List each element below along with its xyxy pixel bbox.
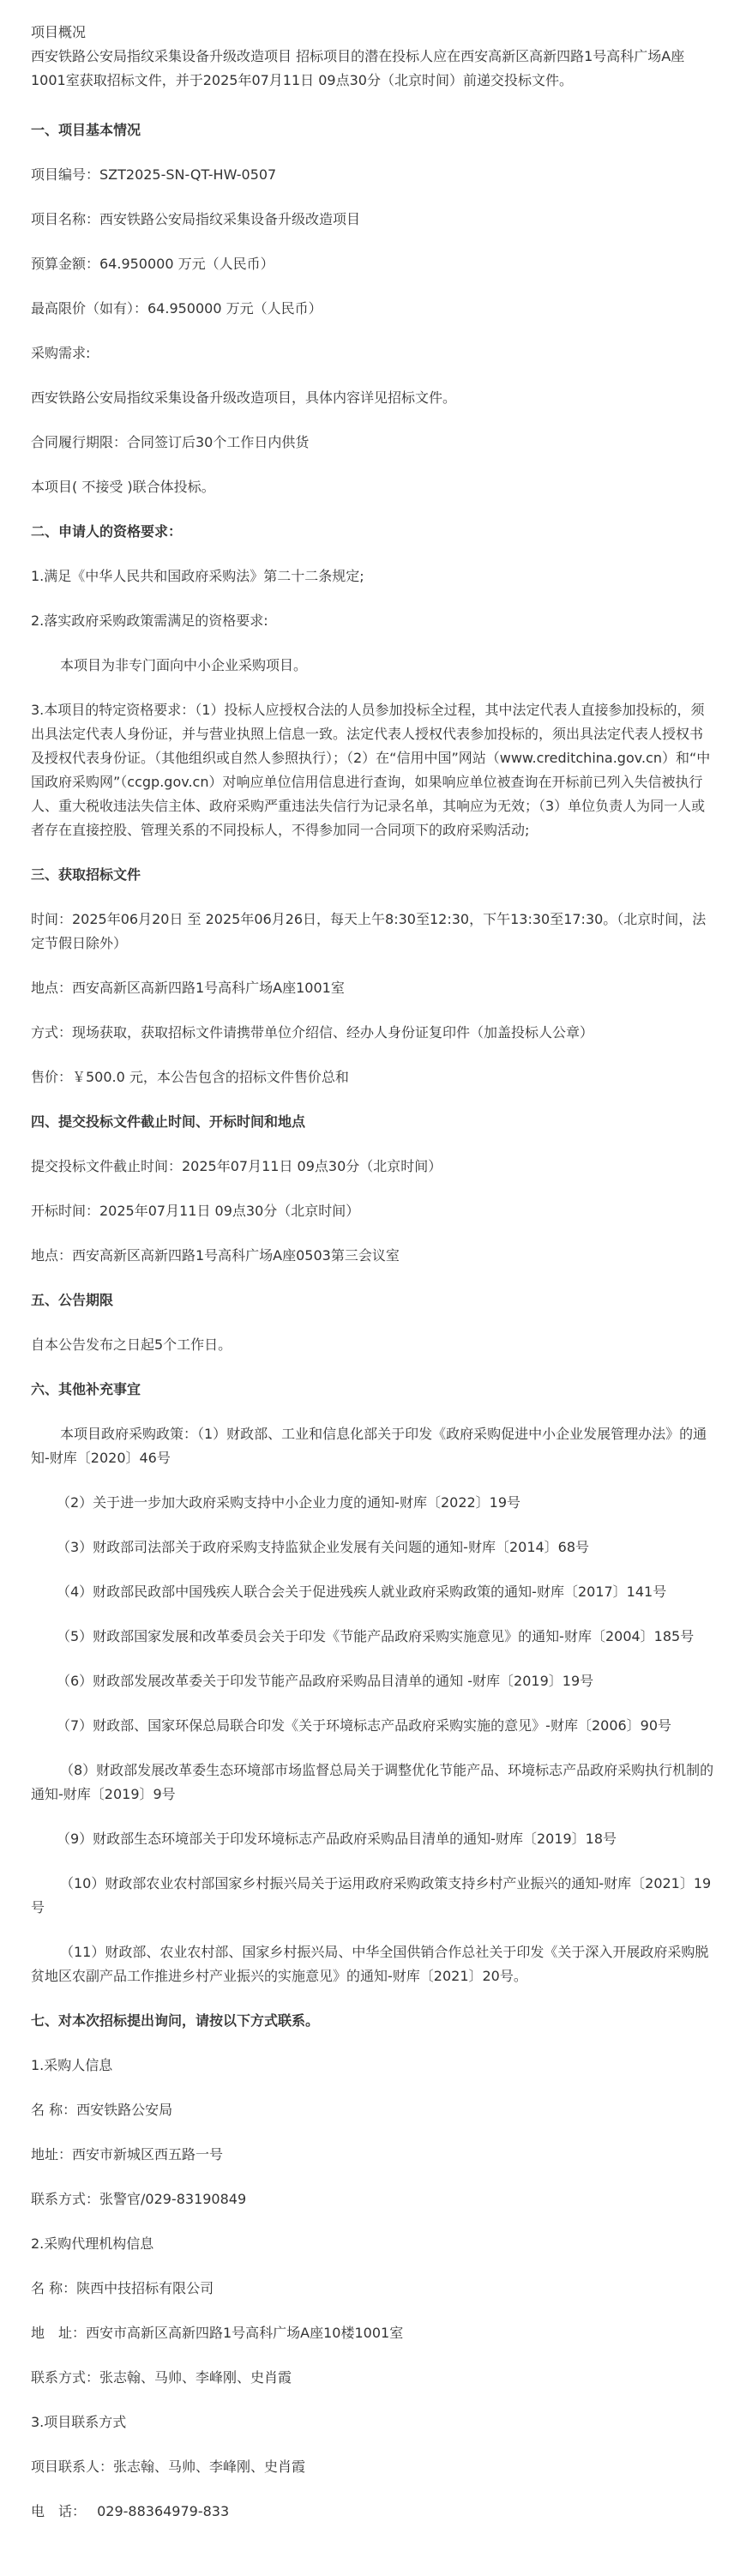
policy-item: （10）财政部农业农村部国家乡村振兴局关于运用政府采购政策支持乡村产业振兴的通知-财库〔2021〕19号 xyxy=(31,1875,712,1915)
agency-address: 地 址：西安市高新区高新四路1号高科广场A座10楼1001室 xyxy=(31,2325,404,2341)
policy-item: （4）财政部民政部中国残疾人联合会关于促进残疾人就业政府采购政策的通知-财库〔2017〕141号 xyxy=(57,1584,667,1600)
obtain-method: 方式：现场获取，获取招标文件请携带单位介绍信、经办人身份证复印件（加盖投标人公章） xyxy=(31,1024,594,1041)
consortium-note: 本项目( 不接受 )联合体投标。 xyxy=(31,479,215,495)
buyer-heading: 1.采购人信息 xyxy=(31,2057,113,2073)
project-number: 项目编号：SZT2025-SN-QT-HW-0507 xyxy=(31,166,277,183)
section-title-basic-info: 一、项目基本情况 xyxy=(31,122,141,138)
agency-name: 名 称：陕西中技招标有限公司 xyxy=(31,2280,214,2296)
section-title-qualifications: 二、申请人的资格要求： xyxy=(31,523,183,540)
contract-period: 合同履行期限：合同签订后30个工作日内供货 xyxy=(31,434,310,450)
agency-heading: 2.采购代理机构信息 xyxy=(31,2235,154,2252)
policy-intro: 本项目政府采购政策：（1）财政部、工业和信息化部关于印发《政府采购促进中小企业发展管理办法》的通知-财库〔2020〕46号 xyxy=(31,1426,707,1466)
project-phone: 电 话： 029-88364979-833 xyxy=(31,2503,230,2519)
buyer-address: 地址：西安市新城区西五路一号 xyxy=(31,2146,224,2163)
obtain-place: 地点：西安高新区高新四路1号高科广场A座1001室 xyxy=(31,980,345,996)
section-title-contact: 七、对本次招标提出询问，请按以下方式联系。 xyxy=(31,2012,320,2029)
obtain-time: 时间：2025年06月20日 至 2025年06月26日，每天上午8:30至12:30，下午13:30至17:30。（北京时间，法定节假日除外） xyxy=(31,911,707,951)
demand-text: 西安铁路公安局指纹采集设备升级改造项目，具体内容详见招标文件。 xyxy=(31,389,457,406)
submission-deadline: 提交投标文件截止时间：2025年07月11日 09点30分（北京时间） xyxy=(31,1158,442,1174)
project-contact-person: 项目联系人：张志翰、马帅、李峰刚、史肖霞 xyxy=(31,2458,306,2475)
budget-amount: 预算金额：64.950000 万元（人民币） xyxy=(31,256,274,272)
project-name: 项目名称：西安铁路公安局指纹采集设备升级改造项目 xyxy=(31,211,361,227)
policy-item: （3）财政部司法部关于政府采购支持监狱企业发展有关问题的通知-财库〔2014〕68号 xyxy=(57,1539,590,1555)
policy-item: （11）财政部、农业农村部、国家乡村振兴局、中华全国供销合作总社关于印发《关于深入开展政府采购脱贫地区农副产品工作推进乡村产业振兴的实施意见》的通知-财库〔2021〕20号。 xyxy=(31,1944,709,1984)
section-title-other-matters: 六、其他补充事宜 xyxy=(31,1381,141,1397)
demand-label: 采购需求: xyxy=(31,345,91,361)
policy-item: （8）财政部发展改革委生态环境部市场监督总局关于调整优化节能产品、环境标志产品政府采购执行机制的通知-财库〔2019〕9号 xyxy=(31,1762,714,1802)
buyer-name: 名 称：西安铁路公安局 xyxy=(31,2102,173,2118)
policy-item: （9）财政部生态环境部关于印发环境标志产品政府采购品目清单的通知-财库〔2019〕18号 xyxy=(57,1831,617,1847)
opening-place: 地点：西安高新区高新四路1号高科广场A座0503第三会议室 xyxy=(31,1247,400,1264)
section-title-notice-period: 五、公告期限 xyxy=(31,1292,114,1308)
policy-item: （7）财政部、国家环保总局联合印发《关于环境标志产品政府采购实施的意见》-财库〔2006〕90号 xyxy=(57,1717,672,1734)
qualification-item-2: 2.落实政府采购政策需满足的资格要求: xyxy=(31,612,268,629)
overview-title: 项目概况 xyxy=(31,24,87,40)
policy-item: （5）财政部国家发展和改革委员会关于印发《节能产品政府采购实施意见》的通知-财库〔2004〕185号 xyxy=(57,1628,695,1644)
qualification-item-2-detail: 本项目为非专门面向中小企业采购项目。 xyxy=(60,657,308,673)
max-price: 最高限价（如有）：64.950000 万元（人民币） xyxy=(31,300,322,317)
buyer-contact: 联系方式：张警官/029-83190849 xyxy=(31,2191,247,2207)
policy-item: （2）关于进一步加大政府采购支持中小企业力度的通知-财库〔2022〕19号 xyxy=(57,1494,521,1511)
notice-period-text: 自本公告发布之日起5个工作日。 xyxy=(31,1336,232,1353)
project-contact-heading: 3.项目联系方式 xyxy=(31,2414,127,2430)
section-title-obtain-documents: 三、获取招标文件 xyxy=(31,866,141,883)
overview-text: 西安铁路公安局指纹采集设备升级改造项目 招标项目的潜在投标人应在西安高新区高新四路1号高科广场A座1001室获取招标文件，并于2025年07月11日 09点30分（北京时间）前递交投标文件。 xyxy=(31,48,685,88)
agency-contact: 联系方式：张志翰、马帅、李峰刚、史肖霞 xyxy=(31,2369,292,2386)
qualification-item-1: 1.满足《中华人民共和国政府采购法》第二十二条规定; xyxy=(31,568,364,584)
section-title-deadline: 四、提交投标文件截止时间、开标时间和地点 xyxy=(31,1113,306,1130)
document-price: 售价：￥500.0 元，本公告包含的招标文件售价总和 xyxy=(31,1069,349,1085)
policy-item: （6）财政部发展改革委关于印发节能产品政府采购品目清单的通知 -财库〔2019〕19号 xyxy=(57,1673,594,1689)
qualification-item-3: 3.本项目的特定资格要求：（1）投标人应授权合法的人员参加投标全过程，其中法定代表人直接参加投标的，须出具法定代表人身份证，并与营业执照上信息一致。法定代表人授权代表参加投标的，须出具法定代表人授权书及授权代表身份证。（其他组织或自然人参照执行）；（2）在“信用中国”网站（www.creditchina.gov.cn）和“中国政府采购网”（ccgp.gov.cn）对响应单位信用信息进行查询，如果响应单位被查询在开标前已列入失信被执行人、重大税收违法失信主体、政府采购严重违法失信行为记录名单，其响应为无效；（3）单位负责人为同一人或者存在直接控股、管理关系的不同投标人，不得参加同一合同项下的政府采购活动; xyxy=(31,702,711,838)
opening-time: 开标时间：2025年07月11日 09点30分（北京时间） xyxy=(31,1203,360,1219)
